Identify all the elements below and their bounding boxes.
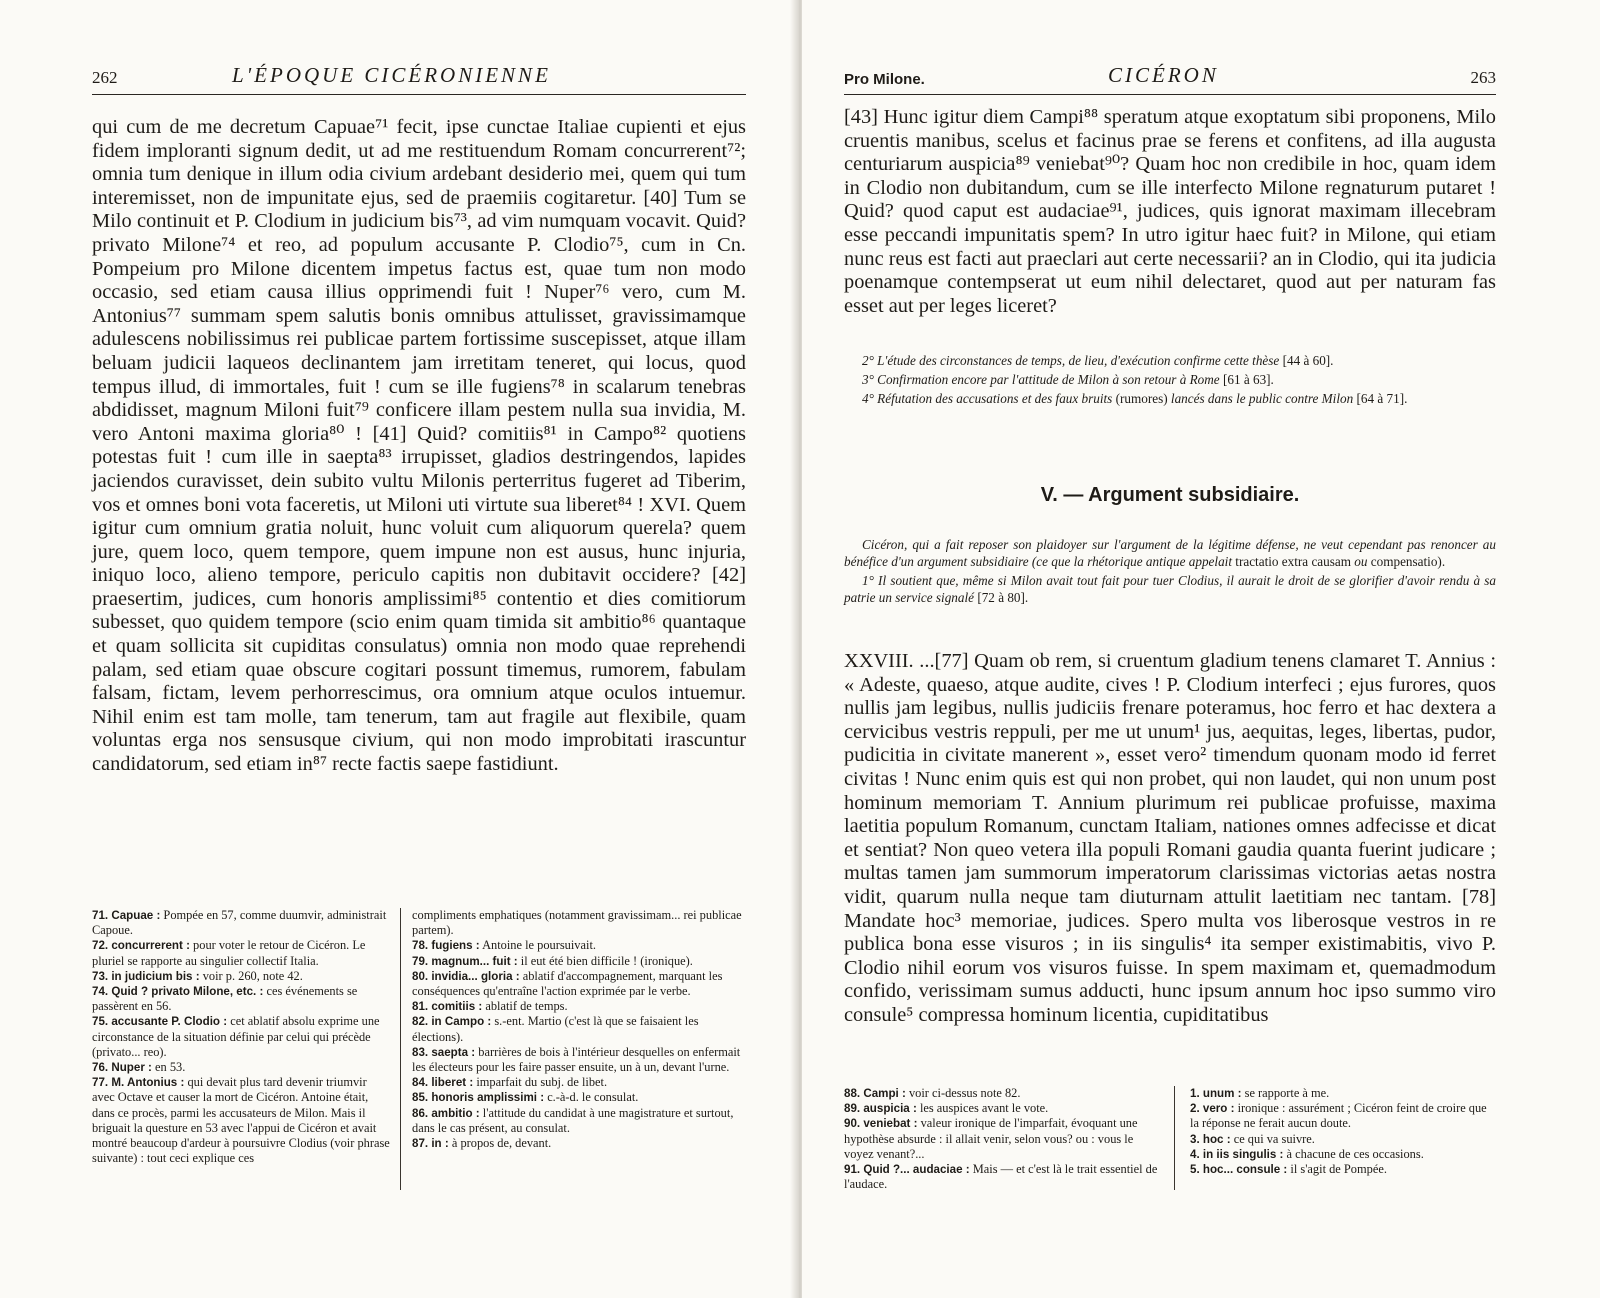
footnote [92,1060,392,1075]
summary-text: [44 à 60]. [1279,353,1334,368]
footnote-key: 80. invidia... gloria : [412,969,520,983]
footnote [92,984,392,1014]
footnote [412,908,746,938]
footnote-key: 5. hoc... consule : [1190,1163,1288,1177]
latin-text-left [92,116,746,777]
footnote-key: 86. ambitio : [412,1106,480,1120]
footnote-key: 75. accusante P. Clodio : [92,1015,228,1029]
summary-text: compensatio). [1367,554,1446,569]
footnote-key: 90. veniebat : [844,1117,918,1131]
summary-paragraph [844,536,1496,570]
footnote-text: s.-ent. Martio (c'est là que se faisaient les élections). [412,1014,699,1044]
footnote-column-2 [1190,1086,1496,1177]
summary-point [844,371,1496,388]
footnote-text: compliments emphatiques (notamment gravissimam... rei publicae partem). [412,908,742,938]
footnote-key: 85. honoris amplissimi : [412,1091,545,1105]
footnote-text: il eut été bien difficile ! (ironique). [520,953,693,968]
footnote-text: ablatif d'accompagnement, marquant les conséquences qu'entraîne l'action exprimée par le verbe. [412,968,723,999]
summary-paragraph [844,572,1496,606]
section-label: Pro Milone. [844,71,925,88]
footnote [412,1090,746,1105]
footnote-key: 71. Capuae : [92,909,161,922]
footnote-text: à propos de, devant. [451,1136,552,1151]
footnote-text: l'attitude du candidat à une magistrature et surtout, dans le cas présent, au consulat. [412,1105,734,1135]
paragraph: XXVIII. ...[77] Quam ob rem, si cruentum gladium tenens clamaret T. Annius : « Adeste, quaeso, atque audite, cives ! P. Clodium interfeci ; ejus furores, quos nullis jam legibus, nullis judiciis frenare poteramus, hoc ferro et hac dextera a cervicibus vestris reppuli, per me ut unum¹ jus, aequitas, leges, libertas, pudor, pudicitia in civitate manerent », esset vero² timendum quonam modo id ferret civitas ! Nunc enim quis est qui non probet, qui non laudet, qui non unum post hominum memoriam T. Annium plurimum rei publicae profuisse, maxima laetitia populum Romanum, cunctam Italiam, nationes omnes adfecisse et dicat et sentiat? Non queo vetera illa populi Romani gaudia quanta fuerint judicare ; multas tamen jam summorum imperatorum clarissimas victorias aetas nostra vidit, quarum nulla neque tam diuturnam attulit laetitiam nec tantam. [78] Mandate hoc³ memoriae, judices. Spero multa vos liberosque vestros in re publica bona esse visuros ; in iis singulis⁴ ita semper existimabitis, vivo P. Clodio nihil eorum vos visuros fuisse. In spem maximam et, quemadmodum confido, verissimam sumus adducti, hunc ipsum annum hoc ipso summo viro consule⁵ compressa hominum licentia, cupiditatibus [844,650,1496,1026]
summary-points [844,352,1496,409]
paragraph: [43] Hunc igitur diem Campi⁸⁸ speratum atque exoptatum sibi proponens, Milo cruentis manibus, scelus et facinus prae se ferens et confitens, ad illa augusta centuriarum auspicia⁸⁹ veniebat⁹⁰? Quam hoc non credibile in hoc, quam idem in Clodio non dubitandum, cum se ille interfecto Milone regnaturum putaret ! Quid? quod caput est audaciae⁹¹, judices, quis ignorat maximam illecebram esse peccandi impunitatis spem? In utro igitur haec fuit? in Milone, qui etiam nunc reus est facti aut praeclari aut certe necessarii? an in Clodio, qui ita judicia poenamque contempserat ut eum nihil delectaret, quod aut per naturam fas esset aut per leges liceret? [844,106,1496,317]
summary-text: tractatio extra causam [1232,554,1355,569]
footnote-key: 88. Campi : [844,1087,906,1100]
summary-point [844,390,1496,407]
latin-text-main [844,650,1496,1028]
right-page [802,0,1600,1298]
footnote-key: 91. Quid ?... audaciae : [844,1163,970,1177]
footnote-text: barrières de bois à l'intérieur desquelles on enfermait les électeurs pour les faire passer ensuite, un à un, devant l'urne. [412,1044,741,1075]
footnote-key: 74. Quid ? privato Milone, etc. : [92,985,264,999]
footnote [844,1101,1160,1116]
footnote-key: 73. in judicium bis : [92,969,200,983]
footnote-text: en 53. [155,1060,186,1075]
footnote [412,999,746,1014]
column-divider [400,908,401,1190]
footnote-text: pour voter le retour de Cicéron. Le pluriel se rapporte au singulier collectif Italia. [92,938,366,968]
summary-text: [61 à 63]. [1219,372,1274,387]
footnote-text: cet ablatif absolu exprime une circonstance de la situation définie par celui qui précède (privato... reo). [92,1014,380,1059]
footnote [1190,1086,1496,1101]
footnote [412,938,746,953]
footnote [1190,1101,1496,1131]
footnote-text: ces événements se passèrent en 56. [92,984,358,1014]
footnote [412,1075,746,1090]
footnote-key: 83. saepta : [412,1045,476,1059]
footnotes-right [844,1086,1496,1196]
footnote-text: il s'agit de Pompée. [1290,1162,1387,1177]
summary-text: [72 à 80]. [974,590,1029,605]
running-header-right [844,58,1496,95]
column-divider [1174,1086,1175,1190]
footnote-key: 82. in Campo : [412,1015,492,1029]
section-summary [844,536,1496,608]
summary-text: 4° Réfutation des accusations et des faux bruits [862,391,1113,406]
footnote-text: ablatif de temps. [485,999,568,1014]
footnote-text: Mais — et c'est là le trait essentiel de l'audace. [844,1162,1158,1192]
footnote-key: 72. concurrerent : [92,939,190,953]
page-number: 262 [92,68,118,87]
footnote [92,1014,392,1060]
page-number: 263 [1470,68,1496,87]
footnote-key: 76. Nuper : [92,1061,152,1075]
footnote-key: 1. unum : [1190,1087,1242,1100]
footnote [412,1014,746,1044]
footnote-key: 77. M. Antonius : [92,1076,185,1090]
summary-text: 2° L'étude des circonstances de temps, de lieu, d'exécution confirme cette thèse [862,353,1280,368]
footnote-column-1 [92,908,392,1166]
footnote-key: 87. in : [412,1137,449,1151]
summary-text: Cicéron, qui a fait reposer son plaidoyer sur l'argument de la légitime défense, ne veut cependant pas renoncer au bénéfice d'un argument subsidiaire (ce que la rhétorique antique appelait [844,537,1496,569]
summary-text: ou [1354,554,1368,569]
footnote-text: valeur ironique de l'imparfait, évoquant une hypothèse absurde : il allait venir, selon vous? ou : vous le voyez venant?... [844,1116,1138,1161]
latin-text-intro [844,106,1496,318]
left-page [0,0,798,1298]
footnote-text: imparfait du subj. de libet. [476,1075,608,1090]
footnote-key: 78. fugiens : [412,939,480,953]
footnote-key: 79. magnum... fuit : [412,954,518,968]
footnote [844,1086,1160,1101]
footnote [1190,1147,1496,1162]
footnote-text: Pompée en 57, comme duumvir, administrait Capoue. [92,908,387,938]
footnote [844,1162,1160,1192]
footnote-text: qui devait plus tard devenir triumvir avec Octave et causer la mort de Cicéron. Antoine était, dans ce procès, parmi les accusateurs de Milon. Mais il briguait la questure en 53 avec l'appui de Cicéron et avait montré beaucoup d'ardeur à poursuivre Clodius (voir phrase suivante) : tout ceci explique ces [92,1075,390,1166]
footnote-key: 3. hoc : [1190,1132,1231,1146]
summary-text: 3° Confirmation encore par l'attitude de Milon à son retour à Rome [862,372,1220,387]
footnote-key: 2. vero : [1190,1102,1235,1116]
footnote-text: Antoine le poursuivait. [482,938,596,953]
footnote-key: 81. comitiis : [412,1000,483,1014]
summary-text: [64 à 71]. [1353,391,1408,406]
footnote [412,1106,746,1136]
paragraph: qui cum de me decretum Capuae⁷¹ fecit, ipse cunctae Italiae cupienti et ejus fidem imploranti signum dedit, ut ad me restituendum Romam concurrerent⁷²; omnia tum denique in illum odia civium ardebant desiderio mei, quem qui tum interemisset, non de impunitate ejus, sed de praemiis cogitaretur. [40] Tum se Milo continuit et P. Clodium in judicium bis⁷³, ad vim numquam vocavit. Quid? privato Milone⁷⁴ et reo, ad populum accusante P. Clodio⁷⁵, cum in Cn. Pompeium pro Milone dicentem impetus factus est, quae tum non modo occasio, sed etiam causa illius opprimendi fuit ! Nuper⁷⁶ vero, cum M. Antonius⁷⁷ summam spem salutis bonis omnibus attulisset, gravissimamque adulescens nobilissimus rei publicae partem fortissime suscepisset, atque illam beluam judicii laqueos declinantem jam irretitam teneret, qui locus, quod tempus illud, di immortales, fuit ! cum se ille fugiens⁷⁸ in scalarum tenebras abdidisset, magnum Miloni fuit⁷⁹ conficere illam pestem nulla sua invidia, M. vero Antoni maxima gloria⁸⁰ ! [41] Quid? comitiis⁸¹ in Campo⁸² quotiens potestas fuit ! cum ille in saepta⁸³ irrupisset, gladios destringendos, lapides jaciendos curavisset, dein subito vultu Milonis perterritus fugeret ad Tiberim, vos et omnes boni vota faceretis, ut Miloni uti virtute sua liberet⁸⁴ ! XVI. Quem igitur cum omnium gratia noluit, hunc voluit cum aliquorum querela? quem jure, quem loco, quem tempore, quem impune non est ausus, hunc injuria, iniquo loco, alieno tempore, periculo capitis non dubitavit occidere? [42] praesertim, judices, cum honoris amplissimi⁸⁵ contentio et dies comitiorum subesset, quo quidem tempore (scio enim quam timida sit ambitio⁸⁶ quantaque et quam sollicita sit cupiditas consulatus) omnia non modo quae reprehendi palam, sed etiam quae obscure cogitari possunt timemus, rumorem, fabulam falsam, fictam, levem perhorrescimus, ora omnium atque oculos intuemur. Nihil enim est tam molle, tam tenerum, tam aut fragile aut flexibile, quam voluntas erga nos sensusque civium, qui non modo improbitati irascuntur candidatorum, sed etiam in⁸⁷ recte factis saepe fastidiunt. [92,116,746,776]
running-title: CICÉRON [1108,63,1219,87]
footnote-text: voir ci-dessus note 82. [908,1086,1021,1100]
footnote-text: ironique : assurément ; Cicéron feint de croire que la réponse ne ferait aucun doute. [1190,1101,1487,1131]
footnote-text: les auspices avant le vote. [919,1101,1049,1116]
footnote-key: 4. in iis singulis : [1190,1147,1284,1161]
section-title: V. — Argument subsidiaire. [1040,484,1300,506]
footnote [412,1045,746,1075]
footnotes-left [92,908,746,1208]
footnote [92,938,392,968]
footnote [1190,1132,1496,1147]
footnote-text: voir p. 260, note 42. [202,968,303,983]
running-title: L'ÉPOQUE CICÉRONIENNE [232,63,551,87]
summary-text: 1° Il soutient que, même si Milon avait tout fait pour tuer Clodius, il aurait le droit de se glorifier d'avoir rendu à sa patrie un service signalé [844,573,1496,605]
footnote-column-1 [844,1086,1160,1192]
footnote-text: à chacune de ces occasions. [1286,1146,1424,1161]
summary-point [844,352,1496,369]
footnote-column-2 [412,908,746,1151]
footnote [412,1136,746,1151]
footnote-key: 84. liberet : [412,1076,474,1090]
footnote [92,969,392,984]
footnote-text: c.-à-d. le consulat. [547,1090,639,1105]
footnote [92,908,392,938]
footnote-text: se rapporte à me. [1244,1086,1330,1100]
footnote [412,969,746,999]
summary-text: (rumores) [1112,391,1171,406]
footnote-text: ce qui va suivre. [1233,1131,1315,1146]
running-header-left [92,58,746,95]
footnote-key: 89. auspicia : [844,1102,917,1116]
footnote [844,1116,1160,1162]
summary-text: lancés dans le public contre Milon [1170,391,1354,406]
footnote [92,1075,392,1166]
footnote [1190,1162,1496,1177]
footnote [412,954,746,969]
